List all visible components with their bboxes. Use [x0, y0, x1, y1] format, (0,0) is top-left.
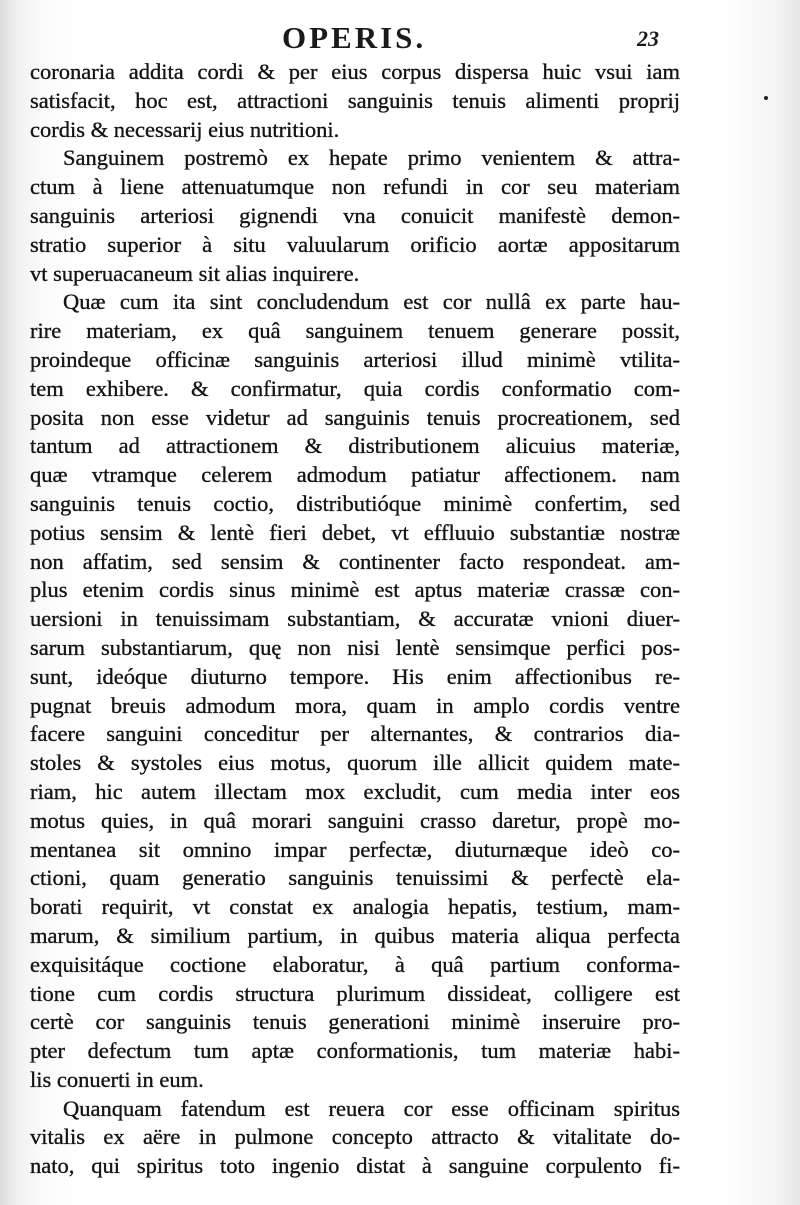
text-line: sanguinis arteriosi gignendi vna conuicit manifestè demon- [30, 202, 680, 228]
text-line: tem exhibere. & confirmatur, quia cordis conformatio com- [30, 375, 680, 401]
text-line: vitalis ex aëre in pulmone concepto attracto & vitalitate do- [30, 1124, 680, 1150]
text-line: borati requirit, vt constat ex analogia hepatis, testium, mam- [30, 894, 680, 920]
text-line: non affatim, sed sensim & continenter facto respondeat. am- [30, 548, 680, 574]
text-line: sarum substantiarum, quę non nisi lentè sensimque perfici pos- [30, 634, 680, 660]
running-header-title: OPERIS. [282, 20, 427, 55]
text-line: sanguinis tenuis coctio, distributióque minimè confertim, sed [30, 490, 680, 516]
text-line: sunt, ideóque diuturno tempore. His enim affectionibus re- [30, 663, 680, 689]
text-line: Quæ cum ita sint concludendum est cor nullâ ex parte hau- [63, 289, 680, 315]
text-line: motus quies, in quâ morari sanguini crasso daretur, propè mo- [30, 807, 680, 833]
text-line: uersioni in tenuissimam substantiam, & accuratæ vnioni diuer- [30, 606, 680, 632]
text-line: ctum à liene attenuatumque non refundi in cor seu materiam [30, 174, 680, 200]
text-line: marum, & similium partium, in quibus materia aliqua perfecta [30, 922, 680, 948]
text-line: pter defectum tum aptæ conformationis, tum materiæ habi- [30, 1038, 680, 1064]
body-text [30, 58, 680, 1181]
text-line: posita non esse videtur ad sanguinis tenuis procreationem, sed [30, 404, 680, 430]
text-line: coronaria addita cordi & per eius corpus dispersa huic vsui iam [30, 59, 680, 84]
text-line: quæ vtramque celerem admodum patiatur affectionem. nam [30, 462, 680, 488]
text-line: ctioni, quam generatio sanguinis tenuissimi & perfectè ela- [30, 865, 680, 891]
text-line: lis conuerti in eum. [30, 1066, 204, 1092]
ink-speck [764, 96, 768, 100]
text-line: tione cum cordis structura plurimum dissideat, colligere est [30, 980, 680, 1006]
text-line: exquisitáque coctione elaboratur, à quâ partium conforma- [30, 951, 680, 977]
text-line: tantum ad attractionem & distributionem alicuius materiæ, [30, 433, 680, 459]
text-line: nato, qui spiritus toto ingenio distat à sanguine corpulento fi- [30, 1153, 680, 1179]
text-line: vt superuacaneum sit alias inquirere. [30, 260, 360, 286]
text-line: Sanguinem postremò ex hepate primo venientem & attra- [63, 145, 680, 171]
text-line: pugnat breuis admodum mora, quam in amplo cordis ventre [30, 692, 680, 718]
text-line: rire materiam, ex quâ sanguinem tenuem generare possit, [30, 318, 680, 344]
page-number: 23 [637, 26, 659, 51]
text-line: cordis & necessarij eius nutritioni. [30, 116, 340, 142]
paragraph-3 [30, 288, 680, 1094]
text-line: Quanquam fatendum est reuera cor esse officinam spiritus [63, 1095, 680, 1121]
text-line: stoles & systoles eius motus, quorum ille allicit quidem mate- [30, 750, 680, 776]
text-line: plus etenim cordis sinus minimè est aptus materiæ crassæ con- [30, 577, 680, 603]
text-line: stratio superior à situ valuularum orificio aortæ appositarum [30, 231, 680, 257]
text-line: satisfacit, hoc est, attractioni sanguinis tenuis alimenti proprij [30, 87, 680, 113]
text-line: riam, hic autem illectam mox excludit, cum media inter eos [30, 778, 680, 804]
text-line: certè cor sanguinis tenuis generationi minimè inseruire pro- [30, 1009, 680, 1035]
paragraph-4 [30, 1095, 680, 1181]
paragraph-1 [30, 58, 680, 144]
text-line: mentanea sit omnino impar perfectæ, diuturnæque ideò co- [30, 836, 680, 862]
text-line: potius sensim & lentè fieri debet, vt effluuio substantiæ nostræ [30, 519, 680, 545]
text-line: facere sanguini conceditur per alternantes, & contrarios dia- [30, 721, 680, 747]
text-line: proindeque officinæ sanguinis arteriosi illud minimè vtilita- [30, 346, 680, 372]
paragraph-2 [30, 144, 680, 288]
